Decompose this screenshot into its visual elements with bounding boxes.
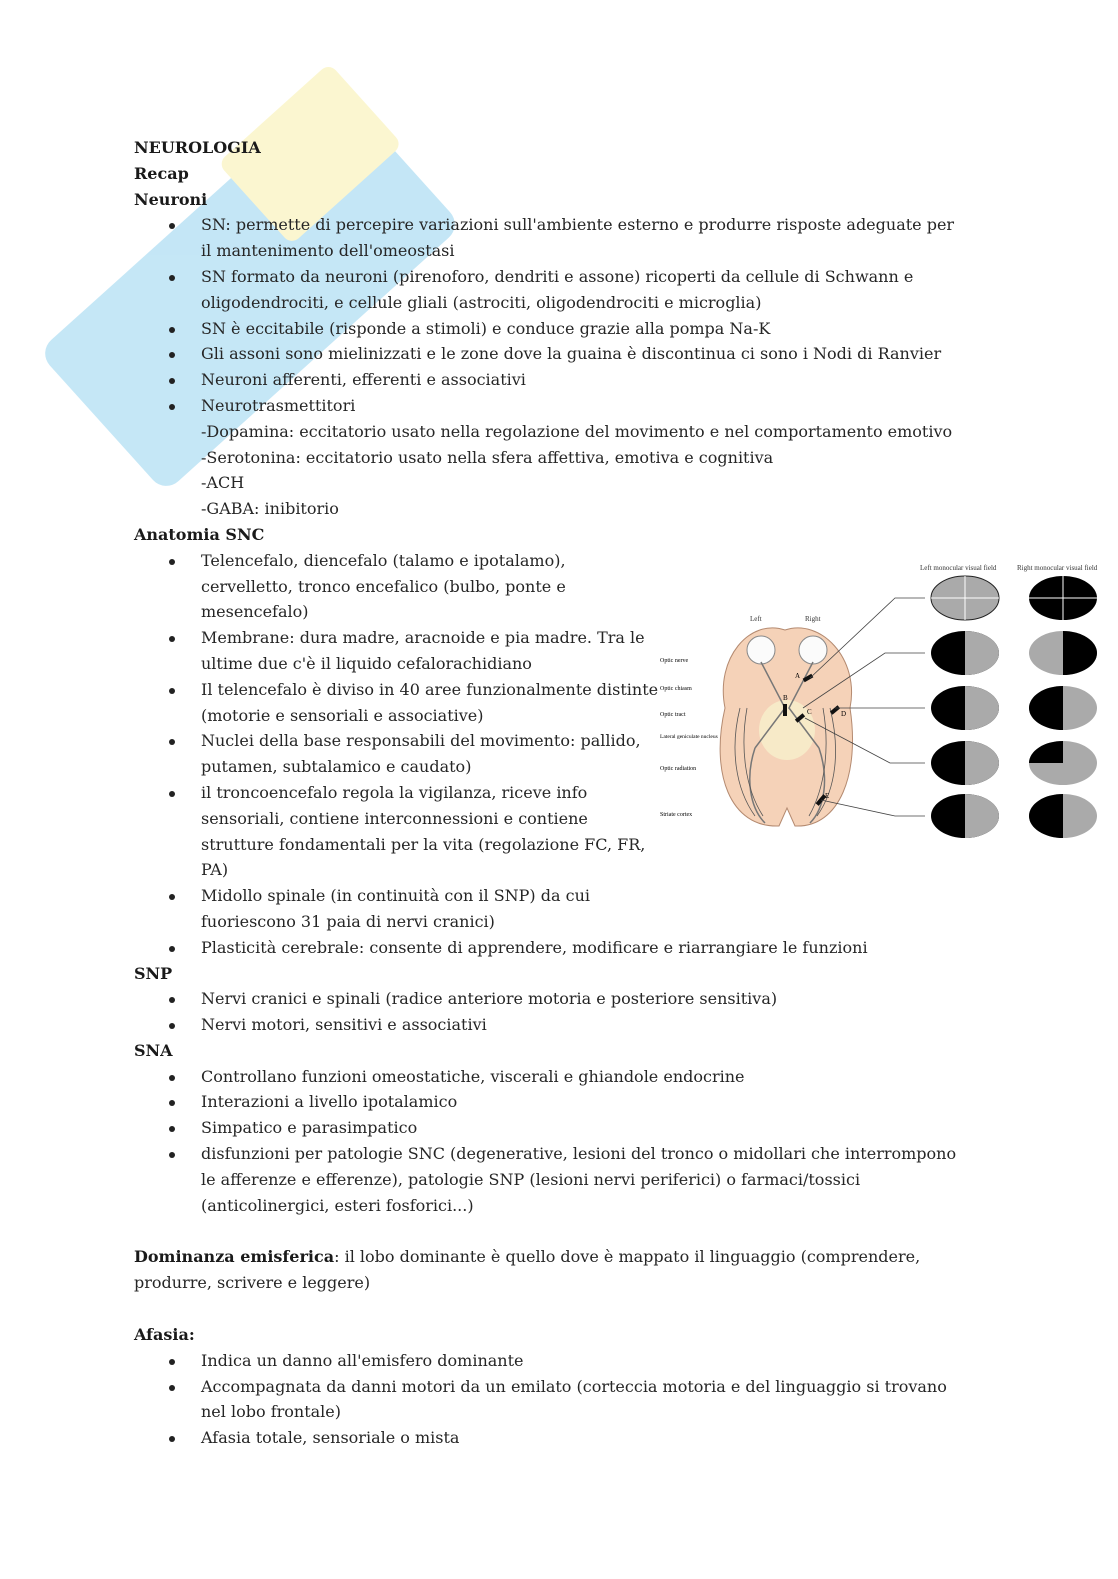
anatomia-list-wide [134,935,964,961]
list-item: SN: permette di percepire variazioni sull'ambiente esterno e produrre risposte adeguate per il mantenimento dell'omeostasi [134,212,964,264]
marker-label: A [795,672,801,680]
figure-label: Optic nerve [660,658,689,664]
neuroni-list [134,212,964,418]
dominanza-paragraph [134,1244,964,1296]
lesion-marker [783,704,787,716]
left-field-label: Left monocular visual field [920,564,997,572]
list-item: Accompagnata da danni motori da un emilato (corteccia motoria e del linguaggio si trovano nel lobo frontale) [134,1374,964,1426]
list-item: Plasticità cerebrale: consente di apprendere, modificare e riarrangiare le funzioni [134,935,964,961]
list-item: Midollo spinale (in continuità con il SNP) da cui fuoriescono 31 paia di nervi cranici) [134,883,659,935]
list-item: il troncoencefalo regola la vigilanza, riceve info sensoriali, contiene interconnessioni e contiene strutture fondamentali per la vita (regolazione FC, FR, PA) [134,780,659,883]
marker-label: B [783,694,788,702]
list-item: SN formato da neuroni (pirenoforo, dendriti e assone) ricoperti da cellule di Schwann e oligodendrociti, e cellule gliali (astrociti, oligodendrociti e microglia) [134,264,964,316]
list-item: Neuroni afferenti, efferenti e associativi [134,367,964,393]
list-item: Afasia totale, sensoriale o mista [134,1425,964,1451]
list-item: Nervi motori, sensitivi e associativi [134,1012,964,1038]
figure-label: Optic tract [660,712,686,718]
marker-label: E [825,792,830,800]
afasia-heading: Afasia: [134,1325,195,1345]
anatomia-list [134,548,659,935]
list-item: disfunzioni per patologie SNC (degenerative, lesioni del tronco o midollari che interrompono le afferenze e efferenze), patologie SNP (lesioni nervi periferici) o farmaci/tossici (anticolinergici, esteri fosforici...) [134,1141,964,1218]
list-item: Interazioni a livello ipotalamico [134,1089,964,1115]
recap-heading: Recap [134,163,189,183]
figure-label: Striate cortex [660,812,693,818]
figure-label: Optic chiasm [660,686,692,692]
right-field-label: Right monocular visual field [1017,564,1098,572]
dominanza-label: Dominanza emisferica [134,1247,335,1267]
right-eye [799,636,827,664]
list-item: Gli assoni sono mielinizzati e le zone dove la guaina è discontinua ci sono i Nodi di Ranvier [134,341,964,367]
neurotrasmettitore-line: -ACH [201,473,245,493]
neurotrasmettitore-line: -GABA: inibitorio [201,499,339,519]
right-visual-fields [1029,576,1097,838]
doc-title: NEUROLOGIA [134,138,261,157]
visual-pathway-figure [655,558,1105,843]
snp-heading: SNP [134,963,173,983]
sna-list [134,1064,964,1219]
neurotrasmettitore-line: -Serotonina: eccitatorio usato nella sfera affettiva, emotiva e cognitiva [201,447,774,467]
marker-label: D [841,710,847,718]
neurotrasmettitore-line: -Dopamina: eccitatorio usato nella regolazione del movimento e nel comportamento emotivo [201,421,953,441]
list-item: Simpatico e parasimpatico [134,1115,964,1141]
left-visual-fields [931,576,999,838]
list-item: Il telencefalo è diviso in 40 aree funzionalmente distinte (motorie e sensoriali e associative) [134,677,659,729]
snp-list [134,986,964,1038]
list-item: Telencefalo, diencefalo (talamo e ipotalamo), cervelletto, tronco encefalico (bulbo, ponte e mesencefalo) [134,548,659,625]
list-item: SN è eccitabile (risponde a stimoli) e conduce grazie alla pompa Na-K [134,316,964,342]
left-label: Left [750,615,762,623]
list-item: Neurotrasmettitori [134,393,964,419]
anatomia-heading: Anatomia SNC [134,524,265,544]
list-item: Nervi cranici e spinali (radice anteriore motoria e posteriore sensitiva) [134,986,964,1012]
figure-label: Lateral geniculate nucleus [660,734,718,740]
neuroni-heading: Neuroni [134,189,208,209]
figure-label: Optic radiation [660,766,697,772]
afasia-list [134,1348,964,1451]
sna-heading: SNA [134,1040,173,1060]
list-item: Indica un danno all'emisfero dominante [134,1348,964,1374]
list-item: Nuclei della base responsabili del movimento: pallido, putamen, subtalamico e caudato) [134,728,659,780]
right-label: Right [805,615,821,623]
left-eye [747,636,775,664]
marker-label: C [807,708,812,716]
dominanza-text: : il lobo dominante è quello dove è mappato il linguaggio (comprendere, produrre, scrivere e leggere) [134,1247,921,1293]
list-item: Controllano funzioni omeostatiche, viscerali e ghiandole endocrine [134,1064,964,1090]
list-item: Membrane: dura madre, aracnoide e pia madre. Tra le ultime due c'è il liquido cefalorachidiano [134,625,659,677]
